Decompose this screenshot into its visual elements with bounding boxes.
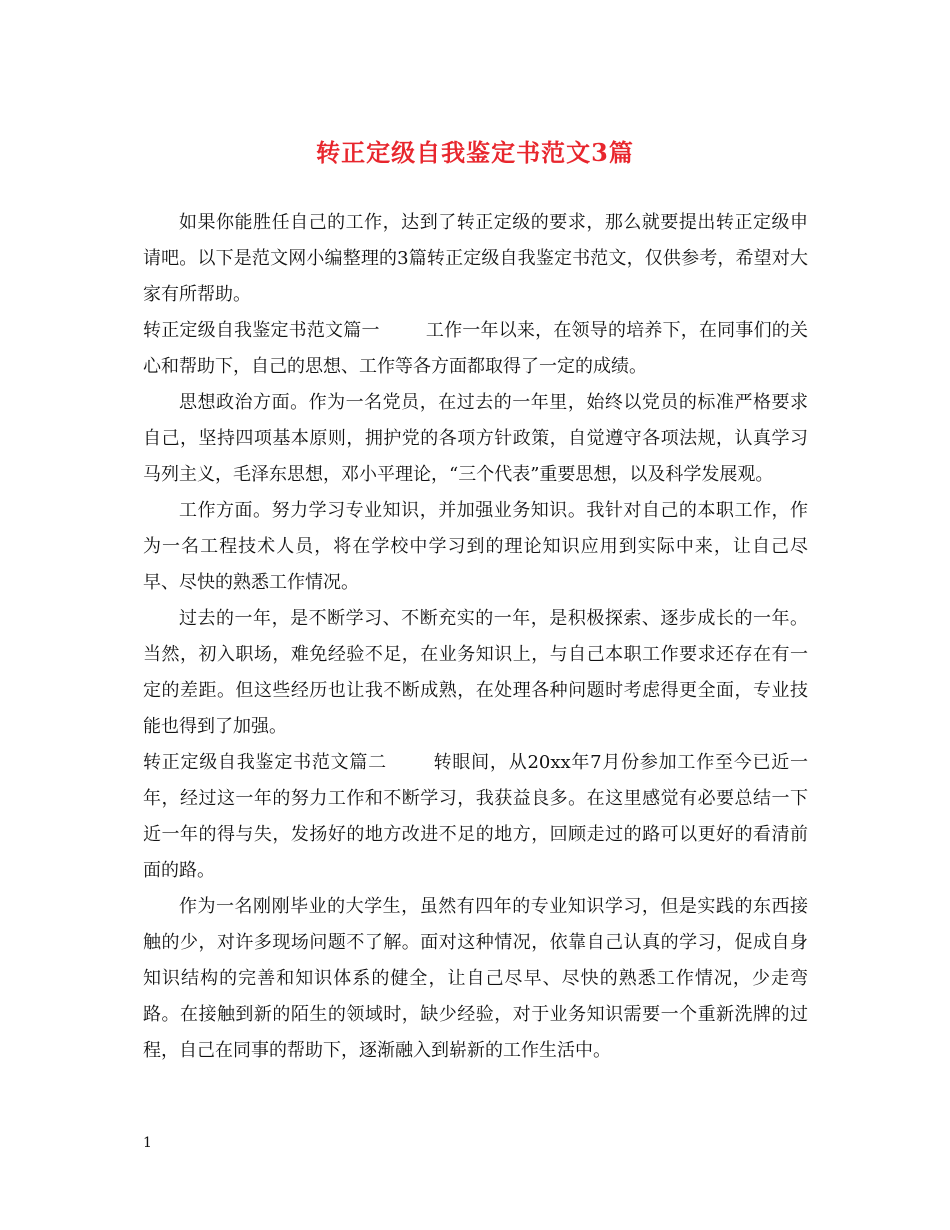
section-text: 工作一年以来，在领导的培养下，在同事们的关心和帮助下，自己的思想、工作等各方面都取得了一定的成绩。: [143, 320, 809, 377]
intro-paragraph: 如果你能胜任自己的工作，达到了转正定级的要求，那么就要提出转正定级申请吧。以下是范文网小编整理的3篇转正定级自我鉴定书范文，仅供参考，希望对大家有所帮助。: [143, 212, 808, 305]
page-title: 转正定级自我鉴定书范文3篇: [316, 138, 634, 167]
graduate-paragraph: 作为一名刚刚毕业的大学生，虽然有四年的专业知识学习，但是实践的东西接触的少，对许多现场问题不了解。面对这种情况，依靠自己认真的学习，促成自身知识结构的完善和知识体系的健全，让自己尽早、尽快的熟悉工作情况，少走弯路。在接触到新的陌生的领域时，缺少经验，对于业务知识需要一个重新洗牌的过程，自己在同事的帮助下，逐渐融入到崭新的工作生活中。: [143, 896, 808, 1061]
politics-paragraph: 思想政治方面。作为一名党员，在过去的一年里，始终以党员的标准严格要求自己，坚持四项基本原则，拥护党的各项方针政策，自觉遵守各项法规，认真学习马列主义，毛泽东思想，邓小平理论，“三个代表”重要思想，以及科学发展观。: [143, 392, 808, 485]
section-heading: 转正定级自我鉴定书范文篇一: [143, 320, 380, 341]
section-two-paragraph: [143, 745, 808, 889]
section-one-paragraph: [143, 313, 808, 385]
summary-paragraph: 过去的一年，是不断学习、不断充实的一年，是积极探索、逐步成长的一年。当然，初入职场，难免经验不足，在业务知识上，与自己本职工作要求还存在有一定的差距。但这些经历也让我不断成熟，在处理各种问题时考虑得更全面，专业技能也得到了加强。: [143, 608, 808, 737]
document-body: [143, 205, 808, 1069]
section-text: 转眼间，从20xx年7月份参加工作至今已近一年，经过这一年的努力工作和不断学习，我获益良多。在这里感觉有必要总结一下近一年的得与失，发扬好的地方改进不足的地方，回顾走过的路可以更好的看清前面的路。: [143, 752, 808, 881]
page-number: 1: [143, 1135, 152, 1151]
section-heading: 转正定级自我鉴定书范文篇二: [143, 752, 387, 773]
work-paragraph: 工作方面。努力学习专业知识，并加强业务知识。我针对自己的本职工作，作为一名工程技术人员，将在学校中学习到的理论知识应用到实际中来，让自己尽早、尽快的熟悉工作情况。: [143, 500, 808, 593]
